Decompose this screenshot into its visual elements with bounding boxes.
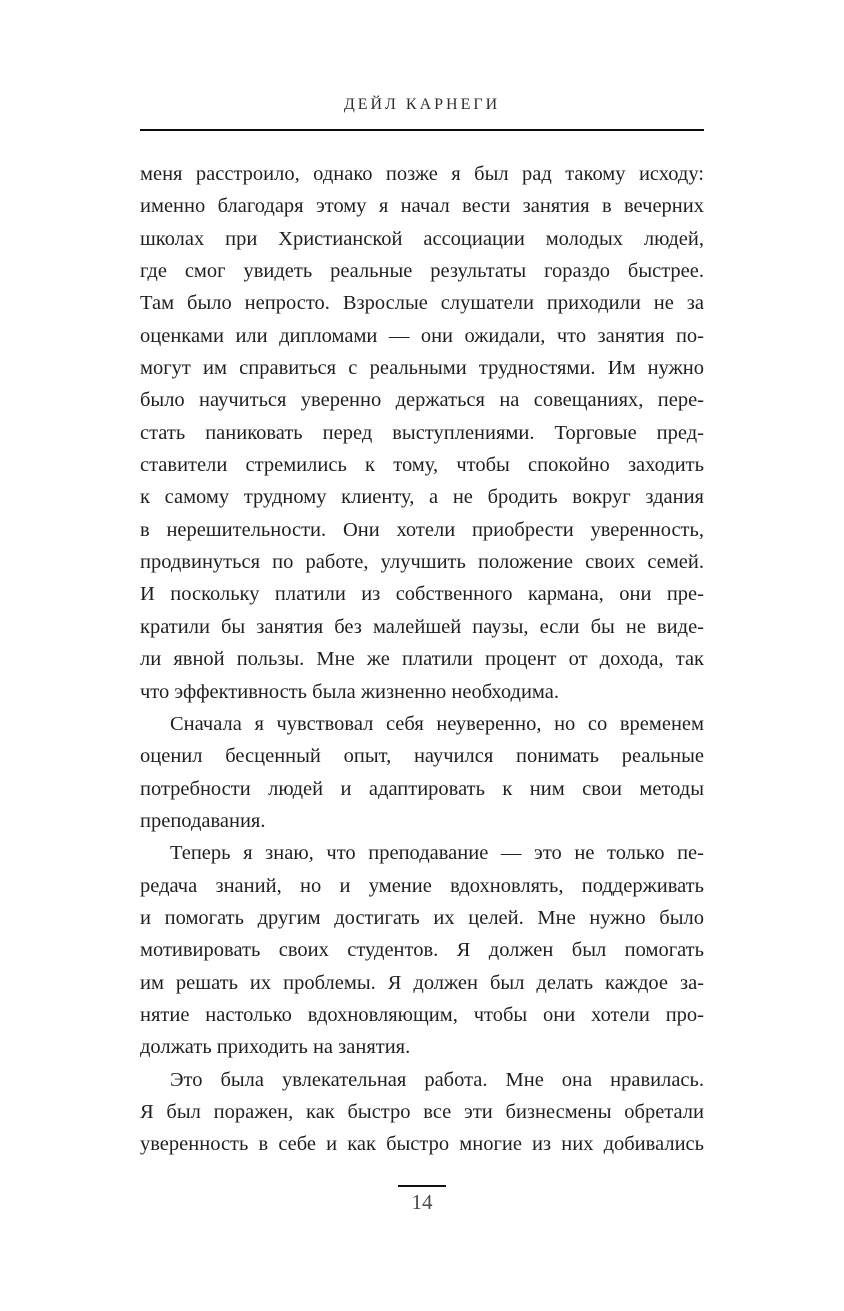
text-line: Это была увлекательная работа. Мне она нравилась. bbox=[170, 1068, 704, 1091]
text-line: уверенность в себе и как быстро многие из них добивались bbox=[140, 1133, 704, 1156]
text-line: И поскольку платили из собственного кармана, они пре- bbox=[140, 583, 704, 606]
header-rule bbox=[140, 129, 704, 131]
text-line: Теперь я знаю, что преподавание — это не только пе- bbox=[170, 842, 704, 865]
text-line: было научиться уверенно держаться на совещаниях, пере- bbox=[140, 389, 704, 412]
text-body bbox=[140, 158, 704, 1161]
text-line: могут им справиться с реальными трудностями. Им нужно bbox=[140, 357, 704, 380]
text-line: редача знаний, но и умение вдохновлять, поддерживать bbox=[140, 874, 704, 897]
text-line: Я был поражен, как быстро все эти бизнесмены обретали bbox=[140, 1100, 704, 1123]
footer-rule bbox=[398, 1185, 446, 1187]
text-line: что эффективность была жизненно необходима. bbox=[140, 680, 559, 703]
running-header: ДЕЙЛ КАРНЕГИ bbox=[343, 96, 501, 113]
text-line: продвинуться по работе, улучшить положение своих семей. bbox=[140, 551, 704, 574]
text-line: оценками или дипломами — они ожидали, что занятия по- bbox=[140, 324, 704, 347]
text-line: Там было непросто. Взрослые слушатели приходили не за bbox=[140, 292, 704, 315]
text-line: стать паниковать перед выступлениями. Торговые пред- bbox=[140, 421, 704, 444]
text-line: нятие настолько вдохновляющим, чтобы они хотели про- bbox=[140, 1003, 704, 1026]
text-line: Сначала я чувствовал себя неуверенно, но со временем bbox=[170, 712, 704, 735]
text-line: меня расстроило, однако позже я был рад такому исходу: bbox=[140, 163, 704, 185]
text-line: именно благодаря этому я начал вести занятия в вечерних bbox=[140, 195, 704, 218]
text-line: и помогать другим достигать их целей. Мне нужно было bbox=[140, 906, 704, 929]
page-number: 14 bbox=[411, 1190, 433, 1214]
text-line: кратили бы занятия без малейшей паузы, если бы не виде- bbox=[140, 615, 704, 638]
text-line: ставители стремились к тому, чтобы спокойно заходить bbox=[140, 454, 704, 477]
text-line: в нерешительности. Они хотели приобрести уверенность, bbox=[140, 518, 704, 541]
text-line: оценил бесценный опыт, научился понимать реальные bbox=[140, 745, 704, 768]
text-line: преподавания. bbox=[140, 809, 266, 832]
text-line: потребности людей и адаптировать к ним свои методы bbox=[140, 777, 704, 800]
text-line: школах при Христианской ассоциации молодых людей, bbox=[140, 227, 704, 250]
text-line: мотивировать своих студентов. Я должен был помогать bbox=[140, 939, 704, 962]
text-line: ли явной пользы. Мне же платили процент от дохода, так bbox=[140, 648, 704, 671]
text-line: должать приходить на занятия. bbox=[140, 1036, 411, 1059]
text-line: им решать их проблемы. Я должен был делать каждое за- bbox=[140, 971, 704, 994]
text-line: к самому трудному клиенту, а не бродить вокруг здания bbox=[140, 486, 704, 509]
text-line: где смог увидеть реальные результаты гораздо быстрее. bbox=[140, 260, 704, 283]
